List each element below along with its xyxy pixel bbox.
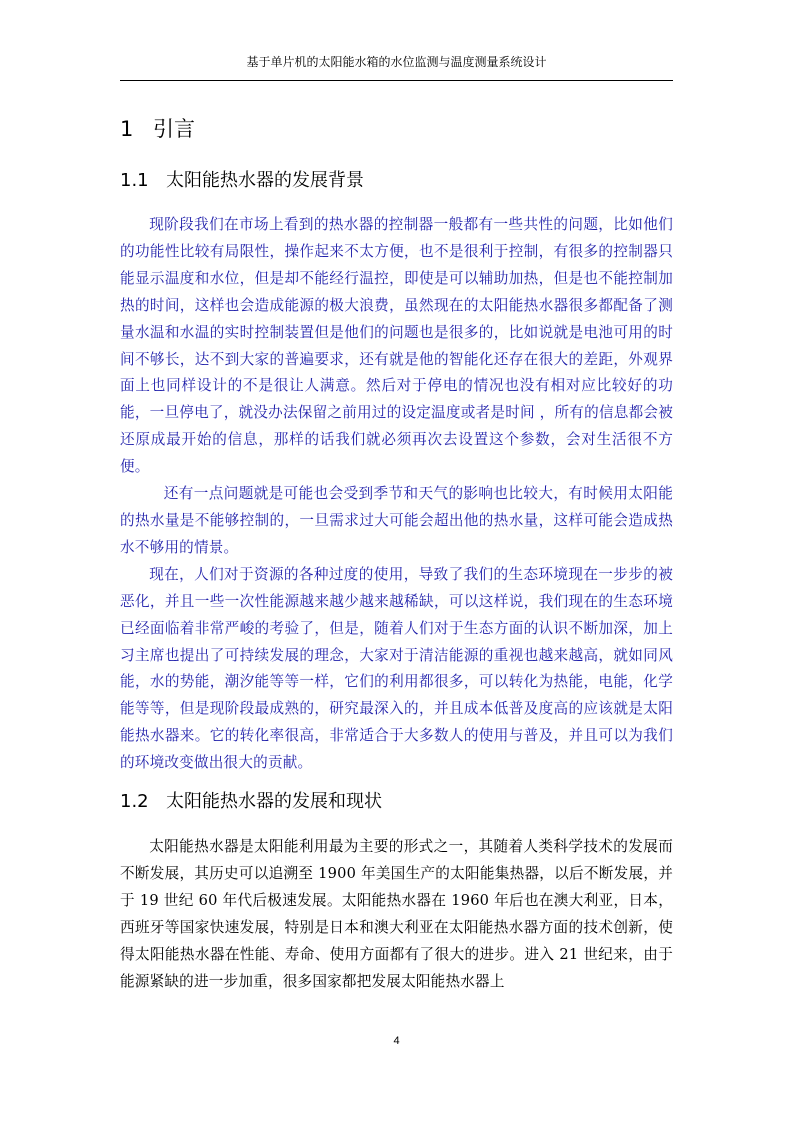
chapter-heading [120, 115, 195, 143]
running-header: 基于单片机的太阳能水箱的水位监测与温度测量系统设计 [246, 55, 547, 69]
section-1-2-body [120, 834, 673, 995]
header-rule [120, 80, 673, 81]
paragraph: 还有一点问题就是可能也会受到季节和天气的影响也比较大，有时候用太阳能的热水量是不能够控制的，一旦需求过大可能会超出他的热水量，这样可能会造成热水不够用的情景。 [120, 485, 673, 556]
section-1-1-body [120, 212, 673, 777]
section-number: 1.2 [120, 791, 149, 812]
section-title: 太阳能热水器的发展和现状 [166, 791, 382, 812]
section-heading-1-1 [120, 168, 364, 194]
chapter-title: 引言 [153, 117, 195, 141]
paragraph: 太阳能热水器是太阳能利用最为主要的形式之一，其随着人类科学技术的发展而不断发展，其历史可以追溯至 1900 年美国生产的太阳能集热器，以后不断发展，并于 19 世纪 60 年代后极速发展。太阳能热水器在 1960 年后也在澳大利亚，日本，西班牙等国家快速发展，特别是日本和澳大利亚在太阳能热水器方面的技术创新，使得太阳能热水器在性能、寿命、使用方面都有了很大的进步。进入 21 世纪来，由于能源紧缺的进一步加重，很多国家都把发展太阳能热水器上 [120, 838, 673, 990]
paragraph: 现在，人们对于资源的各种过度的使用，导致了我们的生态环境现在一步步的被恶化，并且一些一次性能源越来越少越来越稀缺，可以这样说，我们现在的生态环境已经面临着非常严峻的考验了，但是，随着人们对于生态方面的认识不断加深，加上习主席也提出了可持续发展的理念，大家对于清洁能源的重视也越来越高，就如同风能，水的势能，潮汐能等等一样，它们的利用都很多，可以转化为热能，电能，化学能等等，但是现阶段最成熟的，研究最深入的，并且成本低普及度高的应该就是太阳能热水器来。它的转化率很高，非常适合于大多数人的使用与普及，并且可以为我们的环境改变做出很大的贡献。 [120, 565, 673, 772]
section-title: 太阳能热水器的发展背景 [166, 170, 364, 191]
page-number: 4 [393, 1035, 400, 1047]
section-number: 1.1 [120, 170, 149, 191]
section-heading-1-2 [120, 789, 382, 815]
paragraph: 现阶段我们在市场上看到的热水器的控制器一般都有一些共性的问题，比如他们的功能性比较有局限性，操作起来不太方便，也不是很利于控制，有很多的控制器只能显示温度和水位，但是却不能经行温控，即使是可以辅助加热，但是也不能控制加热的时间，这样也会造成能源的极大浪费，虽然现在的太阳能热水器很多都配备了测量水温和水温的实时控制装置但是他们的问题也是很多的，比如说就是电池可用的时间不够长，达不到大家的普遍要求，还有就是他的智能化还存在很大的差距，外观界面上也同样设计的不是很让人满意。然后对于停电的情况也没有相对应比较好的功能，一旦停电了，就没办法保留之前用过的设定温度或者是时间 ，所有的信息都会被还原成最开始的信息，那样的话我们就必须再次去设置这个参数，会对生活很不方便。 [120, 216, 673, 476]
chapter-number: 1 [120, 117, 134, 141]
